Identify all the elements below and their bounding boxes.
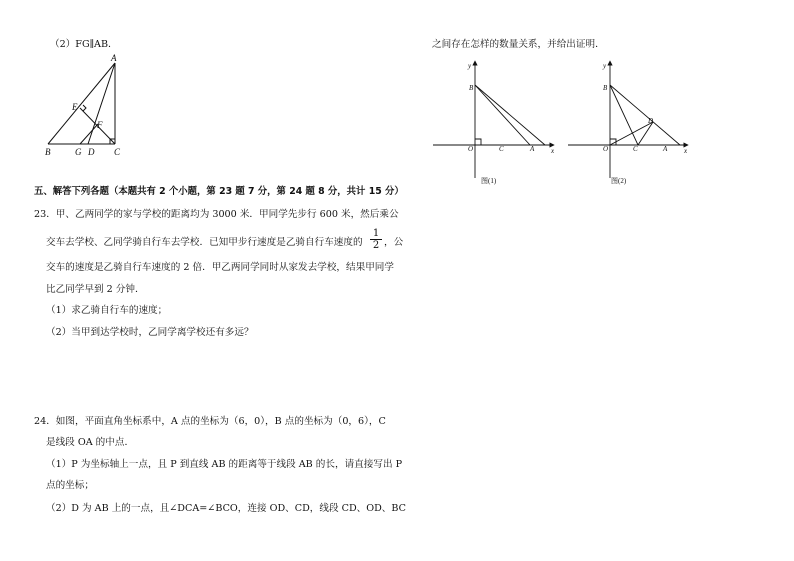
line-cd-2	[638, 122, 653, 145]
label-b-1: B	[469, 84, 474, 92]
fraction-numerator: 1	[372, 228, 380, 239]
label-x-2: x	[684, 147, 688, 155]
label-c-1: C	[499, 145, 504, 153]
q23-line2-end: ，公	[384, 237, 404, 248]
line-ba-1	[475, 85, 545, 145]
figure-2	[568, 63, 686, 178]
figure-1	[433, 63, 552, 178]
caption-fig-1: 图(1)	[481, 177, 497, 185]
label-e: E	[72, 102, 78, 112]
label-x-1: x	[551, 147, 555, 155]
q23-line4: 比乙同学早到 2 分钟．	[46, 284, 145, 295]
q24-continuation: 之间存在怎样的数量关系，并给出证明．	[432, 39, 605, 50]
q23-sub2: （2）当甲到达学校时，乙同学离学校还有多远？	[46, 327, 254, 338]
q23-line2: 交车去学校、乙同学骑自行车去学校．已知甲步行速度是乙骑自行车速度的	[46, 237, 363, 248]
label-c-2: C	[633, 145, 638, 153]
label-a-2: A	[663, 145, 668, 153]
caption-fig-2: 图(2)	[611, 177, 627, 185]
line-ba-2	[610, 85, 680, 145]
right-angle-o-1	[475, 139, 481, 145]
label-y-2: y	[603, 62, 607, 70]
label-o-1: O	[468, 145, 474, 153]
label-a: A	[111, 53, 117, 63]
label-b-2: B	[603, 84, 608, 92]
label-a-1: A	[530, 145, 535, 153]
line-bc-1	[475, 85, 530, 145]
q24-sub1-a: （1）P 为坐标轴上一点，且 P 到直线 AB 的距离等于线段 AB 的长，请直接写出 P	[46, 459, 403, 470]
q23-line1: 23．甲、乙两同学的家与学校的距离均为 3000 米．甲同学先步行 600 米，然后乘公	[34, 209, 399, 220]
q24-sub1-b: 点的坐标；	[46, 480, 94, 491]
q23-sub1: （1）求乙骑自行车的速度；	[46, 305, 168, 316]
line-bc-2	[610, 85, 638, 145]
label-d: D	[88, 147, 95, 157]
q24-line2: 是线段 OA 的中点．	[46, 437, 135, 448]
label-y-1: y	[468, 62, 472, 70]
fraction-denominator: 2	[370, 239, 382, 251]
q24-line1: 24．如图，平面直角坐标系中，A 点的坐标为（6，0），B 点的坐标为（0，6），C	[34, 416, 386, 427]
label-g: G	[75, 147, 82, 157]
label-d-2: D	[648, 117, 654, 125]
label-c: C	[114, 147, 121, 157]
question-22-part2: （2）FG∥AB．	[50, 39, 118, 50]
label-f: F	[97, 120, 103, 130]
section-title: 五、解答下列各题（本题共有 2 个小题，第 23 题 7 分，第 24 题 8 分，共计 15 分）	[34, 186, 404, 197]
q23-line3: 交车的速度是乙骑自行车速度的 2 倍．甲乙两同学同时从家发去学校，结果甲同学	[46, 262, 394, 273]
label-b: B	[45, 147, 51, 157]
q24-sub2: （2）D 为 AB 上的一点，且∠DCA=∠BCO，连接 OD、CD，线段 CD、OD、BC	[46, 503, 406, 514]
label-o-2: O	[603, 145, 609, 153]
